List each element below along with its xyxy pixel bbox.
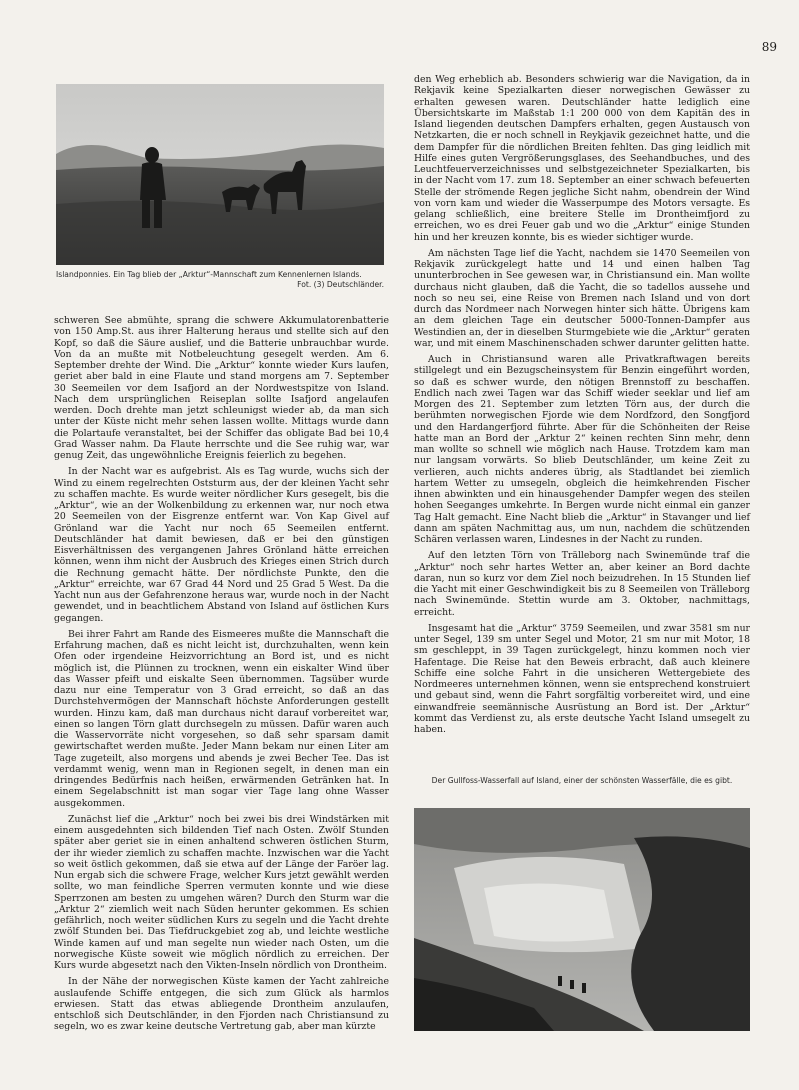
page-number: 89: [761, 40, 777, 54]
paragraph: Am nächsten Tage lief die Yacht, nachdem sie 1470 Seemeilen von Rekjavik zurückgelegt hatte und 14 und einen halben Tag ununterbrochen in See gewesen war, in Christiansund ein. Man wollte durchaus nicht glauben, daß die Yacht, die so tadellos aussehe und noch so neu sei, eine Reise von Bremen nach Island und von dort durch das Nordmeer nach Norwegen hinter sich hätte. Übrigens kam an dem gleichen Tage ein deutscher 5000-Tonnen-Dampfer aus Westindien an, der in dieselben Sturmgebiete wie die „Arktur“ geraten war, und mit einem Maschinenschaden schwer darunter gelitten hatte.: [414, 247, 750, 349]
paragraph: Bei ihrer Fahrt am Rande des Eismeeres mußte die Mannschaft die Erfahrung machen, daß es nicht leicht ist, durchzuhalten, wenn kein Ofen oder irgendeine Heizvorrichtung an Bord ist, und es nicht möglich ist, die Plünnen zu trocknen, wenn ein eiskalter Wind über das Wasser pfeift und eiskalte Seen übernommen. Tagsüber wurde dazu nur eine Temperatur von 3 Grad erreicht, so daß an das Durchstehvermögen der Mannschaft höchste Anforderungen gestellt wurden. Hinzu kam, daß man durchaus nicht darauf vorbereitet war, einen so langen Törn glatt durchsegeln zu müssen. Dafür waren auch die Wasservorräte nicht vorgesehen, so daß sehr sparsam damit gewirtschaftet werden mußte. Jeder Mann bekam nur einen Liter am Tage zugeteilt, also morgens und abends je zwei Becher Tee. Das ist verdammt wenig, wenn man in Regionen segelt, in denen man ein dringendes Bedürfnis nach heißen, erwärmenden Getränken hat. In einem Segelabschnitt ist man sogar vier Tage lang ohne Wasser ausgekommen.: [54, 628, 389, 809]
paragraph: Auch in Christiansund waren alle Privatkraftwagen bereits stillgelegt und ein Bezugscheinsystem für Benzin eingeführt worden, so daß es schwer wurde, den nötigen Brennstoff zu beschaffen. Endlich nach zwei Tagen war das Schiff wieder seeklar und lief am Morgen des 21. September zum letzten Törn aus, der durch die berühmten norwegischen Fjorde wie dem Nordfzord, den Songfjord und den Hardangerfjord führte. Aber für die Schönheiten der Reise hatte man an Bord der „Arktur 2“ keinen rechten Sinn mehr, denn man wollte so schnell wie möglich nach Hause. Trotzdem kam man nur langsam vorwärts. So blieb Deutschländer, um keine Zeit zu verlieren, auch nichts anderes übrig, als Stadtlandet bei ziemlich hartem Wetter zu umsegeln, obgleich die heimkehrenden Fischer ihnen abwinkten und ein hinausgehender Dampfer wegen des steilen hohen Seeganges umkehrte. In Bergen wurde nicht einmal ein ganzer Tag Halt gemacht. Eine Nacht blieb die „Arktur“ in Stavanger und lief dann am späten Nachmittag aus, um nun, nachdem die schützenden Schären verlassen waren, Lindesnes in der Nacht zu runden.: [414, 354, 750, 545]
photo-icelandic-ponies: [56, 84, 384, 265]
paragraph: Auf den letzten Törn von Trälleborg nach Swinemünde traf die „Arktur“ noch sehr hartes Wetter an, aber keiner an Bord dachte daran, nun so kurz vor dem Ziel noch beizudrehen. In 15 Stunden lief die Yacht mit einer Geschwindigkeit bis zu 8 Seemeilen von Trälleborg nach Swinemünde. Stettin wurde am 3. Oktober, nachmittags, erreicht.: [414, 550, 750, 618]
left-text-column: [54, 315, 389, 1038]
figure-caption-ponies: [56, 270, 384, 289]
paragraph: In der Nacht war es aufgebrist. Als es Tag wurde, wuchs sich der Wind zu einem regelrechten Oststurm aus, der der kleinen Yacht sehr zu schaffen machte. Es wurde weiter nördlicher Kurs gesegelt, bis die „Arktur“, wie an der Wolkenbildung zu erkennen war, nur noch etwa 20 Seemeilen von der Eisgrenze entfernt war. Von Kap Givel auf Grönland war die Yacht nur noch 65 Seemeilen entfernt. Deutschländer hat damit bewiesen, daß er bei den günstigen Eisverhältnissen des vergangenen Jahres Grönland hätte erreichen können, wenn ihm nicht der Ausbruch des Krieges einen Strich durch die Rechnung gemacht hätte. Der nördlichste Punkte, den die „Arktur“ erreichte, war 67 Grad 44 Nord und 25 Grad 5 West. Da die Yacht nun aus der Gefahrenzone heraus war, wurde noch in der Nacht gewendet, und in beachtlichem Abstand von Island auf östlichen Kurs gegangen.: [54, 466, 389, 624]
figure-caption-text: Islandponnies. Ein Tag blieb der „Arktur“-Mannschaft zum Kennenlernen Islands.: [56, 270, 362, 279]
figure-caption-gullfoss: Der Gullfoss-Wasserfall auf Island, einer der schönsten Wasserfälle, die es gibt.: [431, 776, 733, 785]
paragraph: den Weg erheblich ab. Besonders schwierig war die Navigation, da in Rekjavik keine Spezialkarten dieser norwegischen Gewässer zu erhalten gewesen waren. Deutschländer hatte lediglich eine Übersichtskarte im Maßstab 1:1 200 000 von dem Kapitän des in Island liegenden deutschen Dampfers erhalten, gegen Austausch von Netzkarten, die er noch schnell in Reykjavik gezeichnet hatte, und die dem Dampfer für die nördlichen Breiten fehlten. Das ging leidlich mit Hilfe eines guten Vergrößerungsglases, des Seehandbuches, und des Leuchtfeuerverzeichnisses und selbstgezeichneter Spezialkarten, bis in der Nacht vom 17. zum 18. September an einer schwach befeuerten Stelle der strömende Regen jegliche Sicht nahm, obendrein der Wind von vorn kam und wieder die Wasserpumpe des Motors versagte. Es gelang schließlich, eine breitere Stelle im Drontheimfjord zu erreichen, wo es drei Feuer gab und wo die „Arktur“ einige Stunden hin und her kreuzen konnte, bis es wieder sichtiger wurde.: [414, 74, 750, 243]
paragraph: In der Nähe der norwegischen Küste kamen der Yacht zahlreiche auslaufende Schiffe entgegen, die sich zum Glück als harmlos erwiesen. Statt das etwas abliegende Drontheim anzulaufen, entschloß sich Deutschländer, in den Fjorden nach Christiansund zu segeln, wo es zwar keine deutsche Vertretung gab, aber man kürzte: [54, 976, 389, 1033]
right-text-column: [414, 74, 750, 740]
paragraph: schweren See abmühte, sprang die schwere Akkumulatorenbatterie von 150 Amp.St. aus ihrer Halterung heraus und stellte sich auf den Kopf, so daß die Säure auslief, und die Batterie unbrauchbar wurde. Von da an mußte mit Notbeleuchtung gesegelt werden. Am 6. September drehte der Wind. Die „Arktur“ konnte wieder Kurs laufen, geriet aber bald in eine Flaute und stand morgens am 7. September 30 Seemeilen vor dem Isafjord an der Nordwestspitze von Island. Nach dem ursprünglichen Reiseplan sollte Isafjord angelaufen werden. Doch drehte man jetzt schleunigst wieder ab, da man sich unter der Küste nicht mehr sehen lassen wollte. Mittags wurde dann die Polartaufe veranstaltet, bei der Schiffer das obligate Bad bei 10,4 Grad Wasser nahm. Da Flaute herrschte und die See ruhig war, war genug Zeit, das ungewöhnliche Ereignis feierlich zu begehen.: [54, 315, 389, 461]
photo-credit: Fot. (3) Deutschländer.: [297, 279, 384, 289]
paragraph: Zunächst lief die „Arktur“ noch bei zwei bis drei Windstärken mit einem ausgedehnten sich bildenden Tief nach Osten. Zwölf Stunden später aber geriet sie in einen anhaltend schweren östlichen Sturm, der ihr wieder ziemlich zu schaffen machte. Inzwischen war die Yacht so weit östlich gekommen, daß sie etwa auf der Länge der Faröer lag. Nun ergab sich die schwere Frage, welcher Kurs jetzt gewählt werden sollte, wo man feindliche Sperren vermuten konnte und wie diese Sperrzonen am besten zu umgehen wären? Durch den Sturm war die „Arktur 2“ ziemlich weit nach Süden herunter gekommen. Es schien gefährlich, noch weiter südlichen Kurs zu segeln und die Yacht drehte zwölf Stunden bei. Das Tiefdruckgebiet zog ab, und leichte westliche Winde kamen auf und man segelte nun wieder nach Osten, um die norwegische Küste soweit wie möglich nördlich zu erreichen. Der Kurs wurde abgesetzt nach den Vikten-Inseln nördlich von Drontheim.: [54, 813, 389, 971]
photo-gullfoss-waterfall: [414, 808, 750, 1031]
paragraph: Insgesamt hat die „Arktur“ 3759 Seemeilen, und zwar 3581 sm nur unter Segel, 139 sm unter Segel und Motor, 21 sm nur mit Motor, 18 sm geschleppt, in 39 Tagen zurückgelegt, hinzu kommen noch vier Hafentage. Die Reise hat den Beweis erbracht, daß auch kleinere Schiffe eine solche Fahrt in die unsicheren Wettergebiete des Nordmeeres unternehmen können, wenn sie entsprechend konstruiert und gebaut sind, wenn die Fahrt sorgfältig vorbereitet wird, und eine einwandfreie seemännische Ausrüstung an Bord ist. Der „Arktur“ kommt das Verdienst zu, als erste deutsche Yacht Island umsegelt zu haben.: [414, 622, 750, 735]
